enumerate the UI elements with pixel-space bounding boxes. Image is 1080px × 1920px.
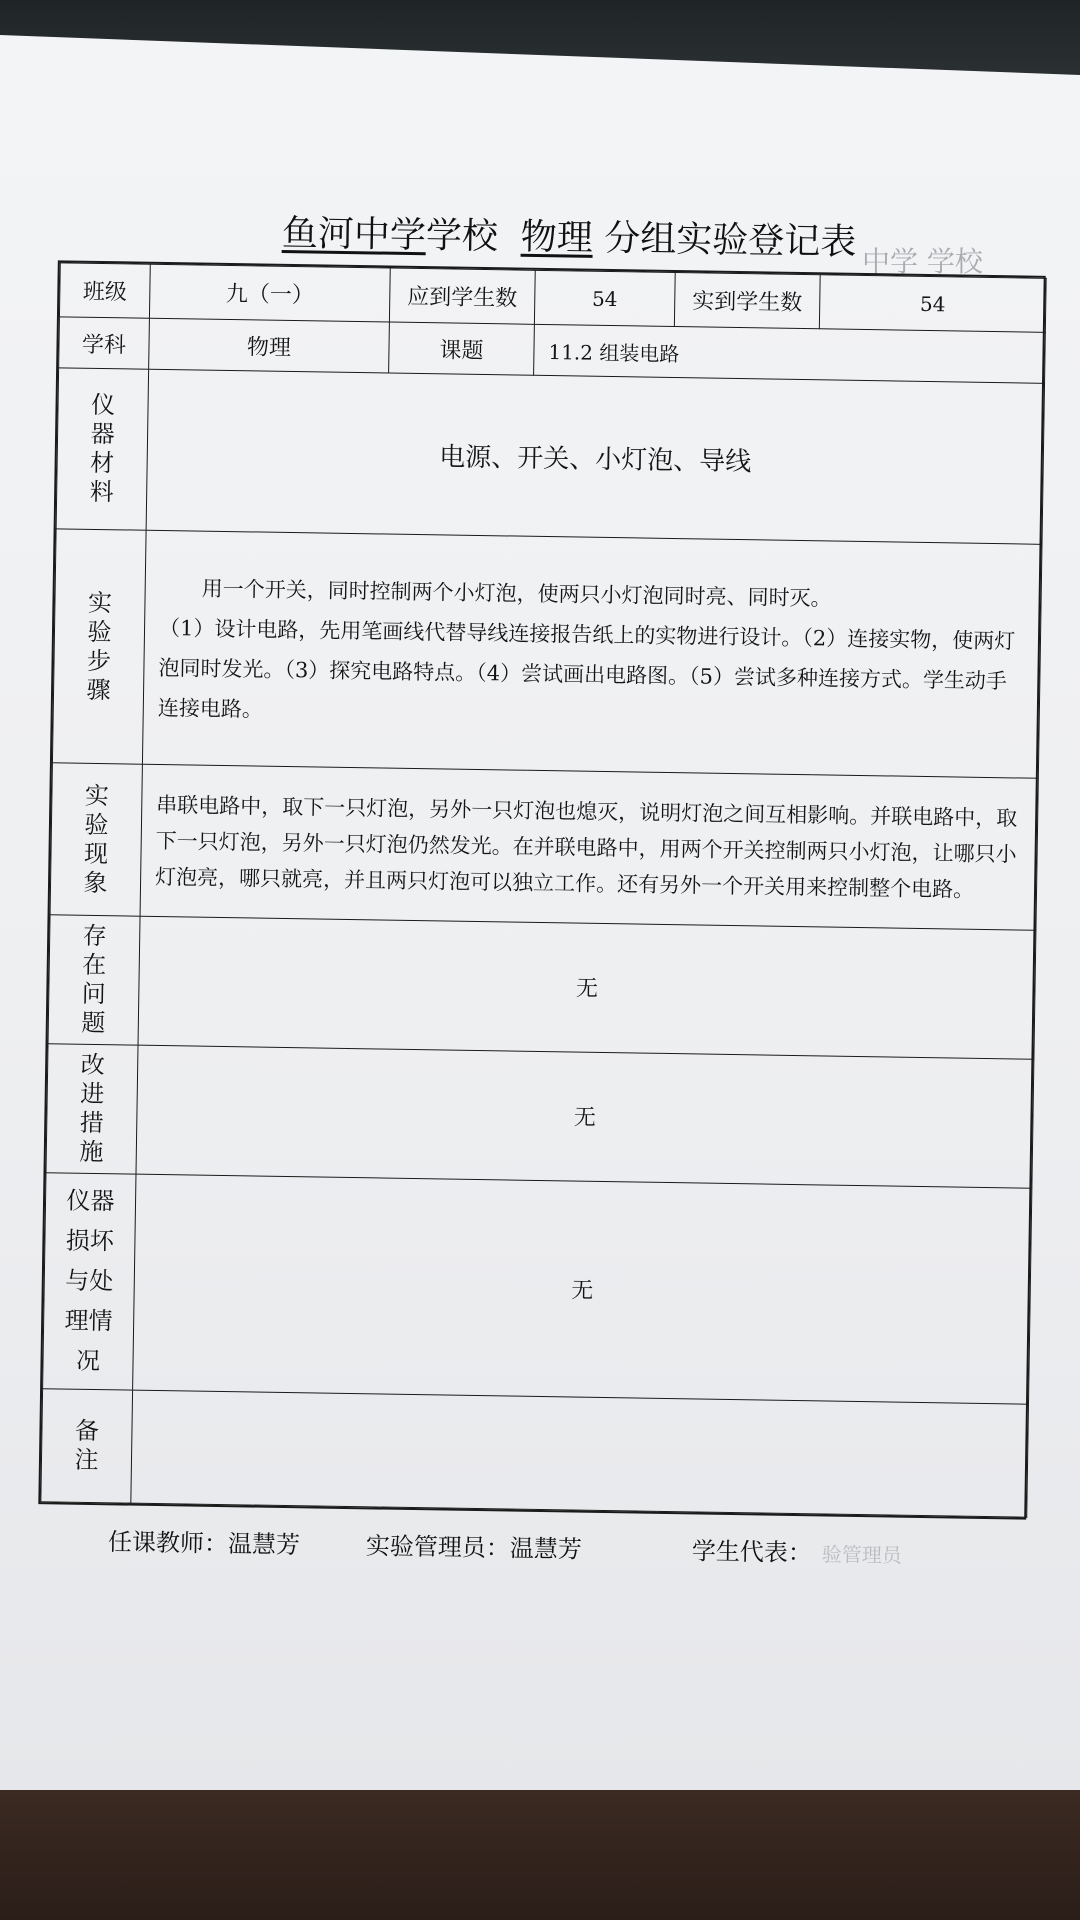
topic-value: 11.2 组装电路 — [534, 325, 1046, 383]
damage-value: 无 — [133, 1174, 1032, 1404]
steps-label: 实 验 步 骤 — [52, 529, 146, 764]
steps-intro: 用一个开关，同时控制两个小灯泡，使两只小灯泡同时亮、同时灭。 — [201, 576, 832, 611]
phenomena-label: 实 验 现 象 — [50, 763, 142, 916]
steps-body: （1）设计电路，先用笔画线代替导线连接报告纸上的实物进行设计。（2）连接实物，使两灯泡同时发光。（3）探究电路特点。（4）尝试画出电路图。（5）尝试多种连接方式。学生动手连接电路。 — [157, 615, 1016, 722]
bleed-through-footer: 验管理员 — [821, 1542, 903, 1568]
expected-label: 应到学生数 — [389, 268, 535, 325]
row-damage — [43, 1173, 1032, 1404]
steps-content — [142, 531, 1042, 779]
bleed-through-text: 中学 学校 — [862, 245, 983, 278]
subject-value: 物理 — [149, 319, 390, 373]
remarks-value — [131, 1390, 1029, 1517]
student-rep-label: 学生代表： — [691, 1537, 813, 1568]
actual-value: 54 — [819, 275, 1046, 333]
improve-label: 改 进 措 施 — [46, 1044, 138, 1175]
form-title — [282, 205, 903, 266]
row-phenomena — [50, 763, 1038, 930]
expected-value: 54 — [534, 270, 675, 327]
subject-label: 学科 — [59, 317, 150, 369]
materials-value: 电源、开关、小灯泡、导线 — [146, 369, 1044, 544]
subject-name: 物理 — [520, 216, 594, 259]
row-remarks — [41, 1389, 1029, 1518]
class-value: 九（一） — [149, 264, 390, 322]
background-table-surface — [0, 1790, 1080, 1920]
damage-label: 仪器 损坏 与处 理情 况 — [43, 1173, 136, 1390]
phenomena-value: 串联电路中，取下一只灯泡，另外一只灯泡也熄灭，说明灯泡之间互相影响。并联电路中，取下一只灯泡，另外一只灯泡仍然发光。在并联电路中，用两个开关控制两只小灯泡，让哪只小灯泡亮，哪只就亮，并且两只灯泡可以独立工作。还有另外一个开关用来控制整个电路。 — [140, 765, 1038, 930]
title-suffix: 分组实验登记表 — [603, 218, 857, 264]
improve-value: 无 — [136, 1045, 1034, 1188]
row-improve — [46, 1044, 1034, 1189]
teacher-signature: 任课教师：温慧芳 — [107, 1528, 301, 1560]
school-name: 鱼河中学 — [281, 213, 427, 257]
row-steps — [52, 529, 1042, 779]
materials-label: 仪 器 材 料 — [56, 368, 149, 531]
topic-label: 课题 — [389, 323, 535, 376]
problems-label: 存 在 问 题 — [48, 915, 140, 1046]
registration-table — [38, 260, 1045, 1519]
admin-signature: 实验管理员：温慧芳 — [365, 1532, 583, 1564]
class-label: 班级 — [59, 263, 150, 319]
row-materials — [56, 368, 1044, 545]
problems-value: 无 — [138, 916, 1036, 1059]
actual-label: 实到学生数 — [674, 273, 820, 330]
school-suffix: 学校 — [425, 215, 499, 258]
row-problems — [48, 915, 1036, 1060]
remarks-label: 备 注 — [41, 1389, 133, 1503]
